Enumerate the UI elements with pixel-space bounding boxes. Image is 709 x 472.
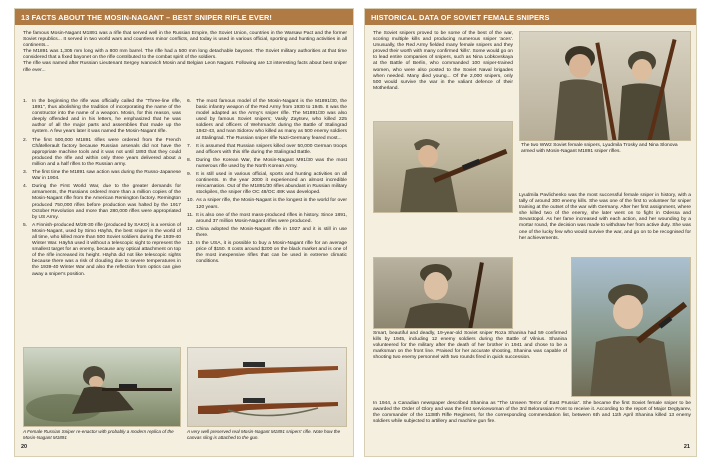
intro-paragraph-1: The famous Mosin-Nagant M1891 was a rifle that served well in the Russian Empire, the Soviet Union, countries in the Warsaw Pact and the former Soviet republics... It served in two world wars and countless minor conflicts, and today is used in various official, sporting and hunting activities in all continents... <box>23 31 347 49</box>
fact-item: 3. The first time the M1891 saw action was during the Russo-Japanese War in 1904. <box>23 170 181 182</box>
fact-item: 1. In the beginning the rifle was officially called the "Three-line rifle, 1891", thus abolishing the tradition of incorporating the name of the constructor into the name of a weapon. Mosin, for this reason, was deeply offended and in his letters, he emphasized that he was author of all the major parts and assemblies that made up the system. A few years later it was named the Mosin-Nagant rifle. <box>23 99 181 135</box>
shanina-portrait-illustration <box>374 258 513 329</box>
two-snipers-photo <box>519 31 691 141</box>
rifles-illustration <box>188 348 347 427</box>
pavlichenko-paragraph: Lyudmila Pavlichenko was the most successful female sniper in history, with a tally of around 300 enemy kills. She was one of the first to volunteer for sniper training at the outset of the war with Germany. After her first assignment, where she killed two of the enemy, she later went on to fight in Odessa and Sevastopol. As her fame increased with each action, and her wounding by a mortar round, the decision was made to withdraw her from active duty. She was one of the lucky few who would survive the war, and go on to be recognised for her achievements. <box>519 193 691 241</box>
fact-item: 7. It is assumed that Russian snipers killed over 50,000 German troops and officers with this rifle during the Stalingrad Battle. <box>187 143 347 155</box>
fact-item: 13. In the USA, it is possible to buy a Mosin-Nagant rifle for an average price of $150. It costs around $200 on the black market and is one of the most inexpensive rifles that can be used in extreme climatic conditions. <box>187 240 347 265</box>
female-sniper-with-rifle-photo <box>373 121 513 213</box>
fact-item: 5. A Finnish-produced M/28-30 rifle (produced by SAKO) is a version of Mosin-Nagant, used by Simo Häyhä, the best sniper in the world of all time, who killed more than 500 Soviet soldiers during the 1939-40 Winter War. Häyhä used it without a telescopic sight to represent the smallest target for an enemy, because any optical attachment on top of the rifle increased its height. Häyhä did not like telescopic sights because there was a risk of clouding due to severe temperatures in the 1939-40 Winter War and also the reflection from optics can give away a sniper's position. <box>23 222 181 277</box>
fact-item: 11. It is also one of the most mass-produced rifles in history. Since 1891, around 37 million Mosin-Nagant rifles were produced. <box>187 212 347 224</box>
right-photo-caption: A very well preserved real Mosin-Nagant M1891 snipers' rifle. Note how the canvas sling is attached to the gun. <box>187 429 341 440</box>
fact-item: 2. The first 500,000 M1891 rifles were ordered from the French Châtellerault factory because Russian arsenals did not have the appropriate machine tools and it was not until 1893 that they could produced the rifle and within only three years delivered about a million and a half rifles to the Russian army. <box>23 137 181 167</box>
right-page-header: HISTORICAL DATA OF SOVIET FEMALE SNIPERS <box>365 9 696 25</box>
left-photo-caption: A Female Russian Sniper re-enactor with probably a modern replica of the Mosin-Nagant M1891 <box>23 429 174 440</box>
smiling-sniper-photo <box>571 257 691 397</box>
page-number-right: 21 <box>683 444 690 450</box>
fact-item: 12. China adopted the Mosin-Nagant rifle in 1927 and it is still in use there. <box>187 226 347 238</box>
rifles-photo <box>187 347 347 427</box>
intro-paragraph-3: The rifle was named after Russian Lieutenant Sergey Ivanovich Mosin and Belgian Leon Nagant. Following are 13 interesting facts about best sniper rifle ever... <box>23 61 347 73</box>
sniper-reenactor-illustration <box>24 348 181 427</box>
sniper-reenactor-photo <box>23 347 181 427</box>
left-intro <box>23 31 347 74</box>
fact-item: 4. During the First World War, due to the greater demands for armaments, the Russians ordered more than a million copies of the Mosin-Nagant rifle from the American Remington factory. Remington produced 750,000 rifles before production was halted by the 1917 October Revolution and more than 280,000 rifles were appropriated by US Army. <box>23 184 181 220</box>
facts-column-2 <box>187 99 347 267</box>
facts-column-1 <box>23 99 181 280</box>
shanina-portrait-photo <box>373 257 513 329</box>
two-snipers-illustration <box>520 32 691 141</box>
two-snipers-caption: The two WW2 Soviet female snipers, Lyudmila Trosky and Nina Slonova armed with Mosin-Nagant M1891 sniper rifles. <box>521 143 678 154</box>
right-page <box>364 8 697 457</box>
fact-item: 8. During the Korean War, the Mosin-Nagant M91/30 was the most numerous rifle used by the North Korean Army. <box>187 157 347 169</box>
page-number-left: 20 <box>21 444 28 450</box>
right-intro: The Soviet snipers proved to be some of the best of the war, scoring multiple kills and producing numerous sniper 'aces'. Unusually, the Red Army fielded many female snipers and they proved their worth with many confirmed 'kills'. Some would go on to lead entire companies of snipers, such as Nina Lobkovskaya at the Battle of Berlin, who commanded 100 sniper-trained women, who were also posted to the Soviet Naval brigades when needed. Many died young... Of the 2,000 snipers, only 500 would survive the war in the valiant defence of their Motherland. <box>373 31 513 91</box>
intro-paragraph-2: The M1891 was 1,305 mm long with a 800 mm barrel. The rifle had a 500 mm long detachable bayonet. The Soviet military authorities at that time considered that a fixed bayonet on the rifle contributed to the combat spirit of the soldiers. <box>23 49 347 61</box>
left-page <box>14 8 354 457</box>
fact-item: 6. The most famous model of the Mosin-Nagant is the M1891/30, the basic infantry weapon of the Red Army from 1930 to 1945. It was the model adapted as the Army's sniper rifle. The M1891/30 was also used by famous Soviet snipers; Vasily Zaytsev, who killed 225 soldiers and officers of Wehrmacht during the Battle of Stalingrad 1942-43, and Ivan Sidorov who killed as many as 500 enemy soldiers at Stalingrad. The Russian sniper rifle Nazi-Germany feared most... <box>187 99 347 141</box>
closing-paragraph: In 1944, a Canadian newspaper described Shanina as "The Unseen Terror of East Prussia". She became the first Soviet female sniper to be awarded the Order of Glory and was the first servicewoman of the 3rd Belorussian Front to receive it. According to the report of Major Degtyarev, the commander of the 1138th Rifle Regiment, for the corresponding commendation list, between 6th and 11th April Shanina killed 13 enemy soldiers while subjected to artillery and machine gun fire. <box>373 401 691 425</box>
female-sniper-illustration <box>374 122 513 213</box>
fact-item: 9. It is still used in various official, sports and hunting activities on all continents. In the year 2000 it experienced an almost incredible reincarnation. Out of the M1891/30 rifles abundant in Russian military stockpiles, the sniper rifle OC 48/OC 48K was developed. <box>187 172 347 196</box>
fact-item: 10. As a sniper rifle, the Mosin-Nagant is the longest in the world for over 120 years. <box>187 198 347 210</box>
shanina-paragraph: Smart, beautiful and deadly, 19-year-old Soviet sniper Roza Shanina had 59 confirmed kills by 1945, including 12 enemy soldiers during the Battle of Vilnius. Shanina volunteered for the military after the death of her brother in 1941 and chose to be a marksman on the front line. Praised for her accurate shooting, Shanina was capable of shooting two enemy personnel with two rounds fired in quick succession. <box>373 331 567 361</box>
left-page-header: 13 FACTS ABOUT THE MOSIN-NAGANT – BEST SNIPER RIFLE EVER! <box>15 9 353 25</box>
smiling-sniper-illustration <box>572 258 691 397</box>
